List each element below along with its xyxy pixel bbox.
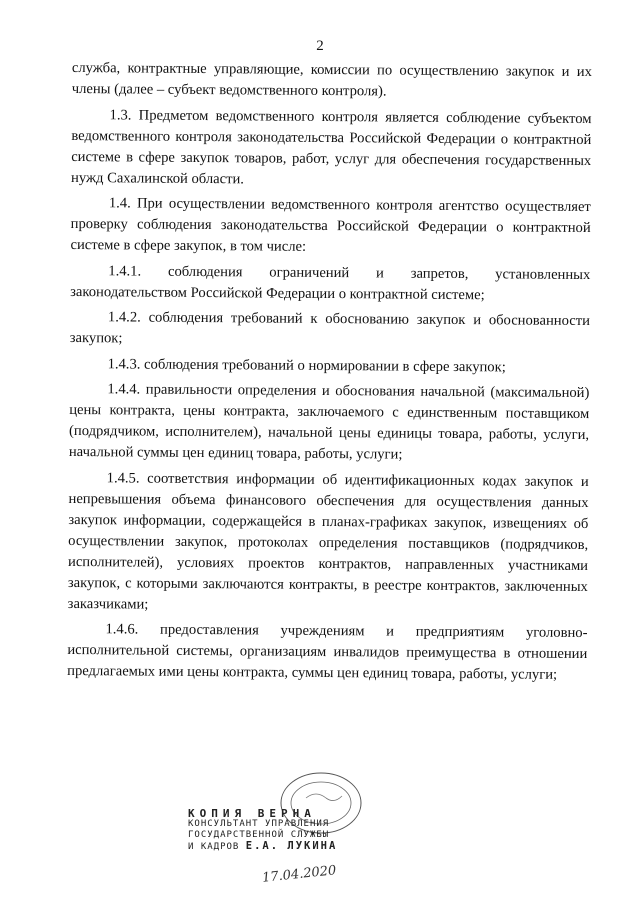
paragraph-text: 1.3. Предметом ведомственного контроля является соблюдение субъектом ведомственного контроля законодательства Российской Федерации о контрактной системе в сфере закупок товаров, работ, услуг для обеспечения государственных нужд Сахалинской области. xyxy=(70,106,592,187)
stamp-line-1: КОПИЯ ВЕРНА xyxy=(188,807,316,820)
paragraph xyxy=(68,467,589,618)
paragraph xyxy=(69,379,590,467)
paragraph-text: 1.4.5. соответствия информации об идентификационных кодах закупок и непревышения объема финансового обеспечения для осуществления данных закупок информации, содержащейся в планах-графиках закупок, извещениях об осуществлении закупок, протоколах определения поставщиков (подрядчиков, исполнителей), условиях проектов контрактов, направленных участниками закупок, с которыми заключаются контракты, в реестре контрактов, заключенных заказчиками; xyxy=(67,469,589,613)
stamp-name: Е.А. ЛУКИНА xyxy=(245,840,338,852)
stamp-line-3: ГОСУДАРСТВЕННОЙ СЛУЖБЫ xyxy=(188,830,330,840)
paragraph xyxy=(70,307,590,353)
paragraph-text: 1.4.3. соблюдения требований о нормировании в сфере закупок; xyxy=(107,355,506,375)
paragraph-text: 1.4.2. соблюдения требований к обоснованию закупок и обоснованности закупок; xyxy=(69,309,591,347)
handwritten-date: 17.04.2020 xyxy=(261,863,338,886)
paragraph-text: 1.4.1. соблюдения ограничений и запретов, установленных законодательством Российской Федерации о контрактной системе; xyxy=(70,262,591,303)
page-number: 2 xyxy=(316,38,324,54)
paragraph xyxy=(70,193,590,260)
paragraph-text: 1.4.6. предоставления учреждениям и предприятиям уголовно-исполнительной системы, организациям инвалидов преимущества в отношении предлагаемых ими цены контракта, суммы цен единиц товара, работы, услуги; xyxy=(67,621,588,683)
paragraph xyxy=(71,104,592,192)
paragraph-text: служба, контрактные управляющие, комиссии по осуществлению закупок и их члены (далее – субъект ведомственного контроля). xyxy=(71,59,592,100)
paragraph xyxy=(72,58,592,104)
document-body xyxy=(67,58,592,691)
paragraph-text: 1.4.4. правильности определения и обоснования начальной (максимальной) цены контракта, цены контракта, заключаемого с единственным поставщиком (подрядчиком, исполнителем), начальной цены единицы товара, работы, услуги, начальной суммы цен единиц товара, работы, услуги; xyxy=(68,381,590,463)
stamp-line-2: КОНСУЛЬТАНТ УПРАВЛЕНИЯ xyxy=(188,819,330,829)
paragraph xyxy=(70,260,590,306)
paragraph xyxy=(70,353,590,378)
paragraph-text: 1.4. При осуществлении ведомственного контроля агентство осуществляет проверку соблюдения законодательства Российской Федерации о контрактной системе в сфере закупок, в том числе: xyxy=(70,195,591,255)
paragraph xyxy=(67,619,587,686)
certification-stamp xyxy=(188,808,408,853)
stamp-line-4: И КАДРОВ xyxy=(188,842,240,852)
